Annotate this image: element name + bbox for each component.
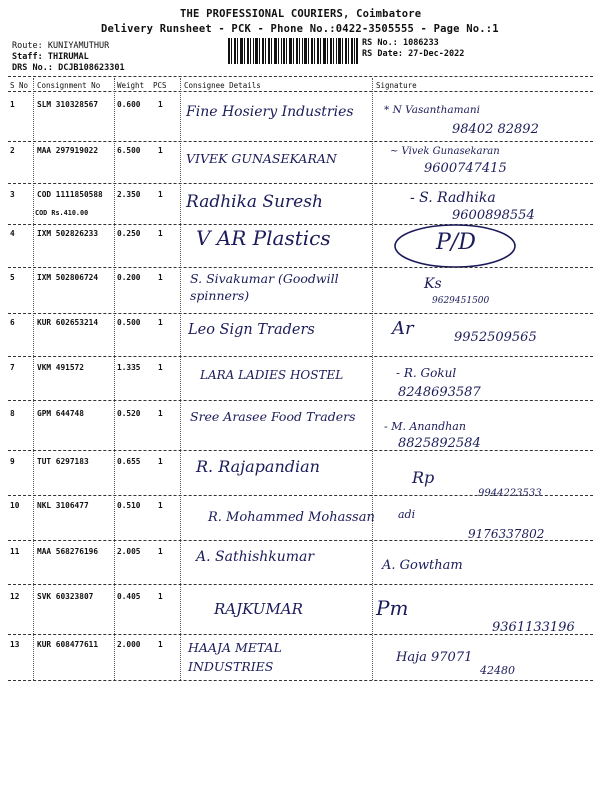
row-phone: 9176337802 [468,527,545,541]
row-consignee: Leo Sign Traders [188,322,315,338]
row-consignment: MAA 568276196 [37,547,99,556]
rs-date-value: 27-Dec-2022 [408,49,465,59]
row-signature: Pm [376,596,409,620]
row-sno: 6 [10,318,15,327]
row-consignee: Radhika Suresh [186,192,323,212]
row-pcs: 1 [158,547,163,556]
row-divider [8,634,593,635]
col-header-consignment: Consignment No [37,81,101,90]
rs-no-line [362,38,439,48]
row-consignee: R. Mohammed Mohassan [208,510,375,525]
row-weight: 0.520 [117,409,141,418]
col-divider [180,78,181,680]
row-phone: 9600747415 [424,161,507,176]
row-signature: Rp [412,468,435,487]
staff-label: Staff: [12,52,43,62]
col-header-weight: Weight [117,81,145,90]
row-phone: 98402 82892 [452,122,539,137]
row-pcs: 1 [158,592,163,601]
drs-line [12,63,125,73]
row-signature: - M. Anandhan [384,420,466,433]
drs-label: DRS No.: [12,63,53,73]
row-sno: 12 [10,592,20,601]
row-sno: 10 [10,501,20,510]
row-consignee: HAAJA METAL INDUSTRIES [188,640,282,674]
row-consignment: GPM 644748 [37,409,84,418]
row-weight: 0.405 [117,592,141,601]
row-divider [8,141,593,142]
row-consignment: MAA 297919022 [37,146,99,155]
row-divider [8,495,593,496]
row-signature: - S. Radhika [410,190,496,206]
row-consignee: A. Sathishkumar [196,549,315,565]
row-weight: 1.335 [117,363,141,372]
row-consignment: NKL 3106477 [37,501,89,510]
row-sno: 9 [10,457,15,466]
rs-date-label: RS Date: [362,49,403,59]
rs-no-value: 1086233 [402,38,439,48]
row-weight: 0.600 [117,100,141,109]
row-consignee: V AR Plastics [196,226,331,250]
col-header-sno: S No [10,81,29,90]
row-divider [8,450,593,451]
row-phone: 9361133196 [492,620,575,635]
row-pcs: 1 [158,457,163,466]
row-signature: ~ Vivek Gunasekaran [390,146,500,157]
row-pcs: 1 [158,640,163,649]
row-consignment: IXM 502806724 [37,273,99,282]
row-consignment: KUR 602653214 [37,318,99,327]
row-weight: 0.200 [117,273,141,282]
row-sno: 3 [10,190,15,199]
row-consignment: IXM 502826233 [37,229,99,238]
document-title: THE PROFESSIONAL COURIERS, Coimbatore [180,8,422,20]
row-sno: 11 [10,547,20,556]
row-signature: A. Gowtham [382,558,463,573]
row-sno: 8 [10,409,15,418]
table-header-rule [8,91,593,92]
row-divider [8,584,593,585]
col-divider [372,78,373,680]
row-phone: 8825892584 [398,436,481,451]
row-divider [8,400,593,401]
row-signature: Ar [392,318,414,339]
row-consignee: RAJKUMAR [214,600,303,618]
row-signature: adi [398,508,416,521]
row-pcs: 1 [158,318,163,327]
row-divider [8,313,593,314]
row-signature: * N Vasanthamani [384,104,480,116]
route-line [12,41,109,51]
barcode [228,38,358,64]
row-consignee: S. Sivakumar (Goodwill spinners) [190,271,339,303]
row-sno: 1 [10,100,15,109]
col-header-pcs: PCS [153,81,167,90]
row-signature: - R. Gokul [396,366,457,380]
rs-no-label: RS No.: [362,38,398,48]
row-pcs: 1 [158,501,163,510]
row-sno: 7 [10,363,15,372]
row-consignment: TUT 6297183 [37,457,89,466]
row-pcs: 1 [158,363,163,372]
row-weight: 0.500 [117,318,141,327]
row-pcs: 1 [158,409,163,418]
row-weight: 2.350 [117,190,141,199]
row-divider [8,183,593,184]
col-divider [114,78,115,680]
row-weight: 0.510 [117,501,141,510]
col-header-signature: Signature [376,81,417,90]
row-consignee: LARA LADIES HOSTEL [200,368,344,382]
col-divider [33,78,34,680]
row-consignee: Sree Arasee Food Traders [190,409,356,424]
table-top-rule [8,76,593,77]
row-consignment: SVK 60323807 [37,592,94,601]
drs-value: DCJB108623301 [58,63,125,73]
row-signature: P/D [436,230,476,255]
row-phone: 9944223533 [478,488,542,499]
row-pcs: 1 [158,146,163,155]
row-weight: 6.500 [117,146,141,155]
row-divider [8,267,593,268]
row-consignee: R. Rajapandian [196,457,320,476]
document-subtitle: Delivery Runsheet - PCK - Phone No.:0422-3505555 - Page No.:1 [101,23,499,35]
row-phone: 9629451500 [432,296,490,306]
row-weight: 2.000 [117,640,141,649]
row-pcs: 1 [158,273,163,282]
col-header-consignee: Consignee Details [184,81,261,90]
row-phone: 42480 [480,664,515,677]
rs-date-line [362,49,464,59]
row-pcs: 1 [158,229,163,238]
row-pcs: 1 [158,100,163,109]
row-sno: 5 [10,273,15,282]
row-phone: 9600898554 [452,208,535,223]
row-pcs: 1 [158,190,163,199]
staff-value: THIRUMAL [47,52,89,62]
row-weight: 2.005 [117,547,141,556]
route-label: Route: [12,41,43,51]
table-bottom-rule [8,680,593,681]
row-signature: Ks [424,276,442,292]
row-sno: 13 [10,640,20,649]
row-consignee: Fine Hosiery Industries [186,104,354,120]
row-phone: 9952509565 [454,330,537,345]
row-weight: 0.655 [117,457,141,466]
row-sno: 2 [10,146,15,155]
row-divider [8,540,593,541]
row-consignee: VIVEK GUNASEKARAN [186,151,337,166]
staff-line [12,52,89,62]
row-consignment: VKM 491572 [37,363,84,372]
route-value: KUNIYAMUTHUR [47,41,110,51]
row-phone: 8248693587 [398,385,481,400]
row-consignment: KUR 608477611 [37,640,99,649]
cod-amount: COD Rs.410.00 [35,209,89,217]
row-consignment: SLM 310328567 [37,100,99,109]
row-divider [8,356,593,357]
row-sno: 4 [10,229,15,238]
row-signature: Haja 97071 [396,650,473,665]
row-consignment: COD 1111850588 [37,190,103,199]
row-weight: 0.250 [117,229,141,238]
